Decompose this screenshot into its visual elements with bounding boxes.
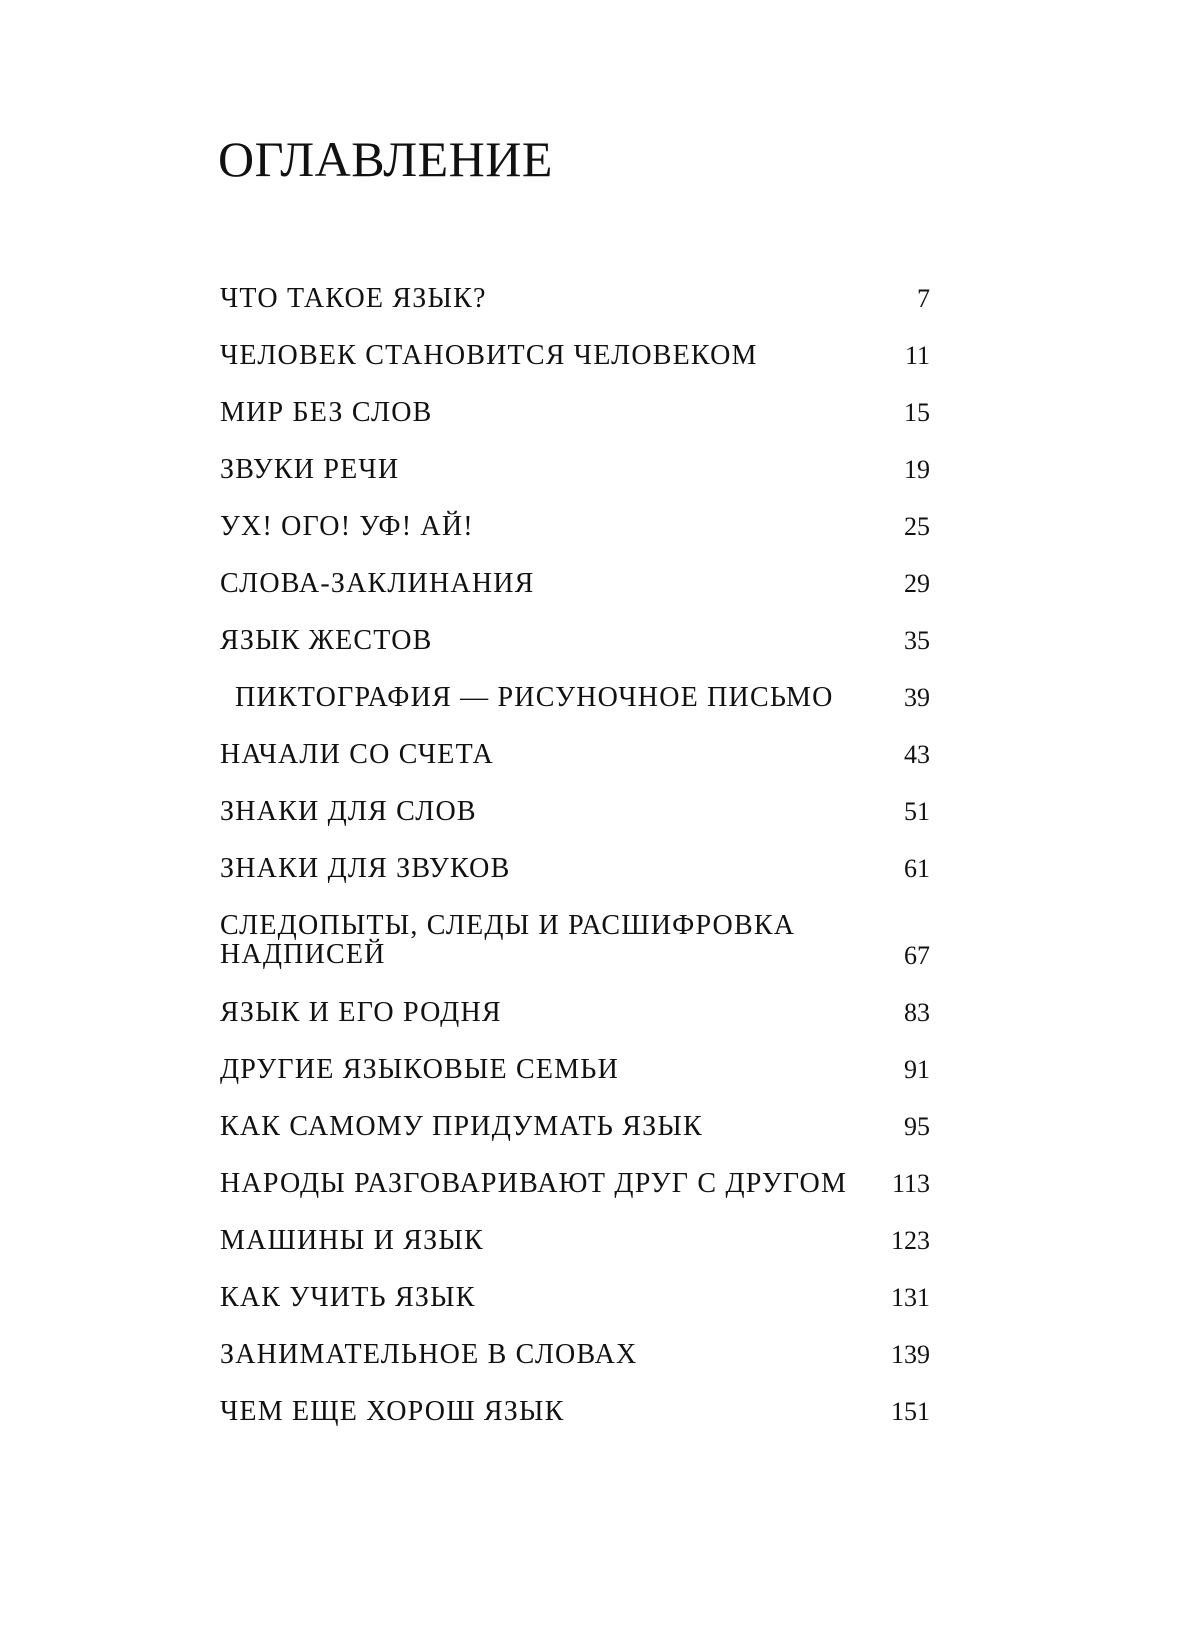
toc-entry-page-number: 123 [891,1226,930,1255]
toc-entry-title: ЯЗЫК ЖЕСТОВ [220,625,433,656]
toc-entry-page-number: 35 [904,626,930,655]
toc-entry-page-number: 29 [904,569,930,598]
toc-entry-page-number: 39 [904,683,930,712]
toc-entry-title: ЯЗЫК И ЕГО РОДНЯ [220,997,502,1028]
toc-entry-title: ЗНАКИ ДЛЯ ЗВУКОВ [220,853,511,884]
toc-entry [220,1340,938,1370]
toc-entry [220,455,938,485]
toc-entry [220,284,938,314]
toc-entry [220,1283,938,1313]
toc-entry-page-number: 25 [904,512,930,541]
toc-entry [220,569,938,599]
toc-entry [220,512,938,542]
toc-entry-page-number: 19 [904,455,930,484]
toc-entry [220,854,938,884]
toc-entry [220,341,938,371]
toc-entry-title: ЧЕМ ЕЩЕ ХОРОШ ЯЗЫК [220,1396,565,1427]
toc-entry-page-number: 67 [904,941,930,970]
toc-entry [220,1055,938,1085]
toc-entry-page-number: 15 [904,398,930,427]
toc-entry [220,626,938,656]
toc-entry [220,1226,938,1256]
toc-entry [220,683,938,713]
toc-entry-title: МАШИНЫ И ЯЗЫК [220,1225,484,1256]
toc-entry-title: ЗВУКИ РЕЧИ [220,454,400,485]
toc-entry [220,740,938,770]
toc-entry [220,398,938,428]
toc-entry-page-number: 51 [904,797,930,826]
toc-entry-page-number: 7 [917,284,930,313]
toc-entry-title: ЗНАКИ ДЛЯ СЛОВ [220,796,477,827]
toc-entry-page-number: 83 [904,998,930,1027]
toc-entry-title: ЧТО ТАКОЕ ЯЗЫК? [220,283,487,314]
toc-entry-page-number: 113 [891,1169,930,1198]
toc-entry-page-number: 61 [904,854,930,883]
toc-entry-page-number: 151 [891,1397,930,1426]
toc-entry-title: ПИКТОГРАФИЯ — РИСУНОЧНОЕ ПИСЬМО [235,682,834,713]
page-title: ОГЛАВЛЕНИЕ [218,131,553,187]
toc-entry-title: МИР БЕЗ СЛОВ [220,397,433,428]
toc-entry [220,797,938,827]
toc-entry [220,1169,938,1199]
toc-entry-title: НАРОДЫ РАЗГОВАРИВАЮТ ДРУГ С ДРУГОМ [220,1168,848,1199]
toc-entry-page-number: 95 [904,1112,930,1141]
toc-entry-page-number: 131 [891,1283,930,1312]
toc-entry [220,998,938,1028]
toc-entry-title: СЛОВА-ЗАКЛИНАНИЯ [220,568,535,599]
toc-entry-page-number: 139 [891,1340,930,1369]
toc-entry [220,1112,938,1142]
toc-entry-title: НАЧАЛИ СО СЧЕТА [220,739,494,770]
toc-entry [220,1397,938,1427]
toc-entry-title: УХ! ОГО! УФ! АЙ! [220,511,474,542]
toc-entry-title: КАК САМОМУ ПРИДУМАТЬ ЯЗЫК [220,1111,703,1142]
toc-entry-title: КАК УЧИТЬ ЯЗЫК [220,1282,476,1313]
toc-entry-title: СЛЕДОПЫТЫ, СЛЕДЫ И РАСШИФРОВКА НАДПИСЕЙ [220,910,796,970]
toc-entry-title: ДРУГИЕ ЯЗЫКОВЫЕ СЕМЬИ [220,1054,620,1085]
toc-entry-page-number: 11 [904,341,930,370]
toc-entry-title: ЧЕЛОВЕК СТАНОВИТСЯ ЧЕЛОВЕКОМ [220,340,758,371]
toc-entry-title: ЗАНИМАТЕЛЬНОЕ В СЛОВАХ [220,1339,638,1370]
toc-entry [220,911,938,971]
toc-entry-page-number: 91 [904,1055,930,1084]
toc-entry-page-number: 43 [904,740,930,769]
